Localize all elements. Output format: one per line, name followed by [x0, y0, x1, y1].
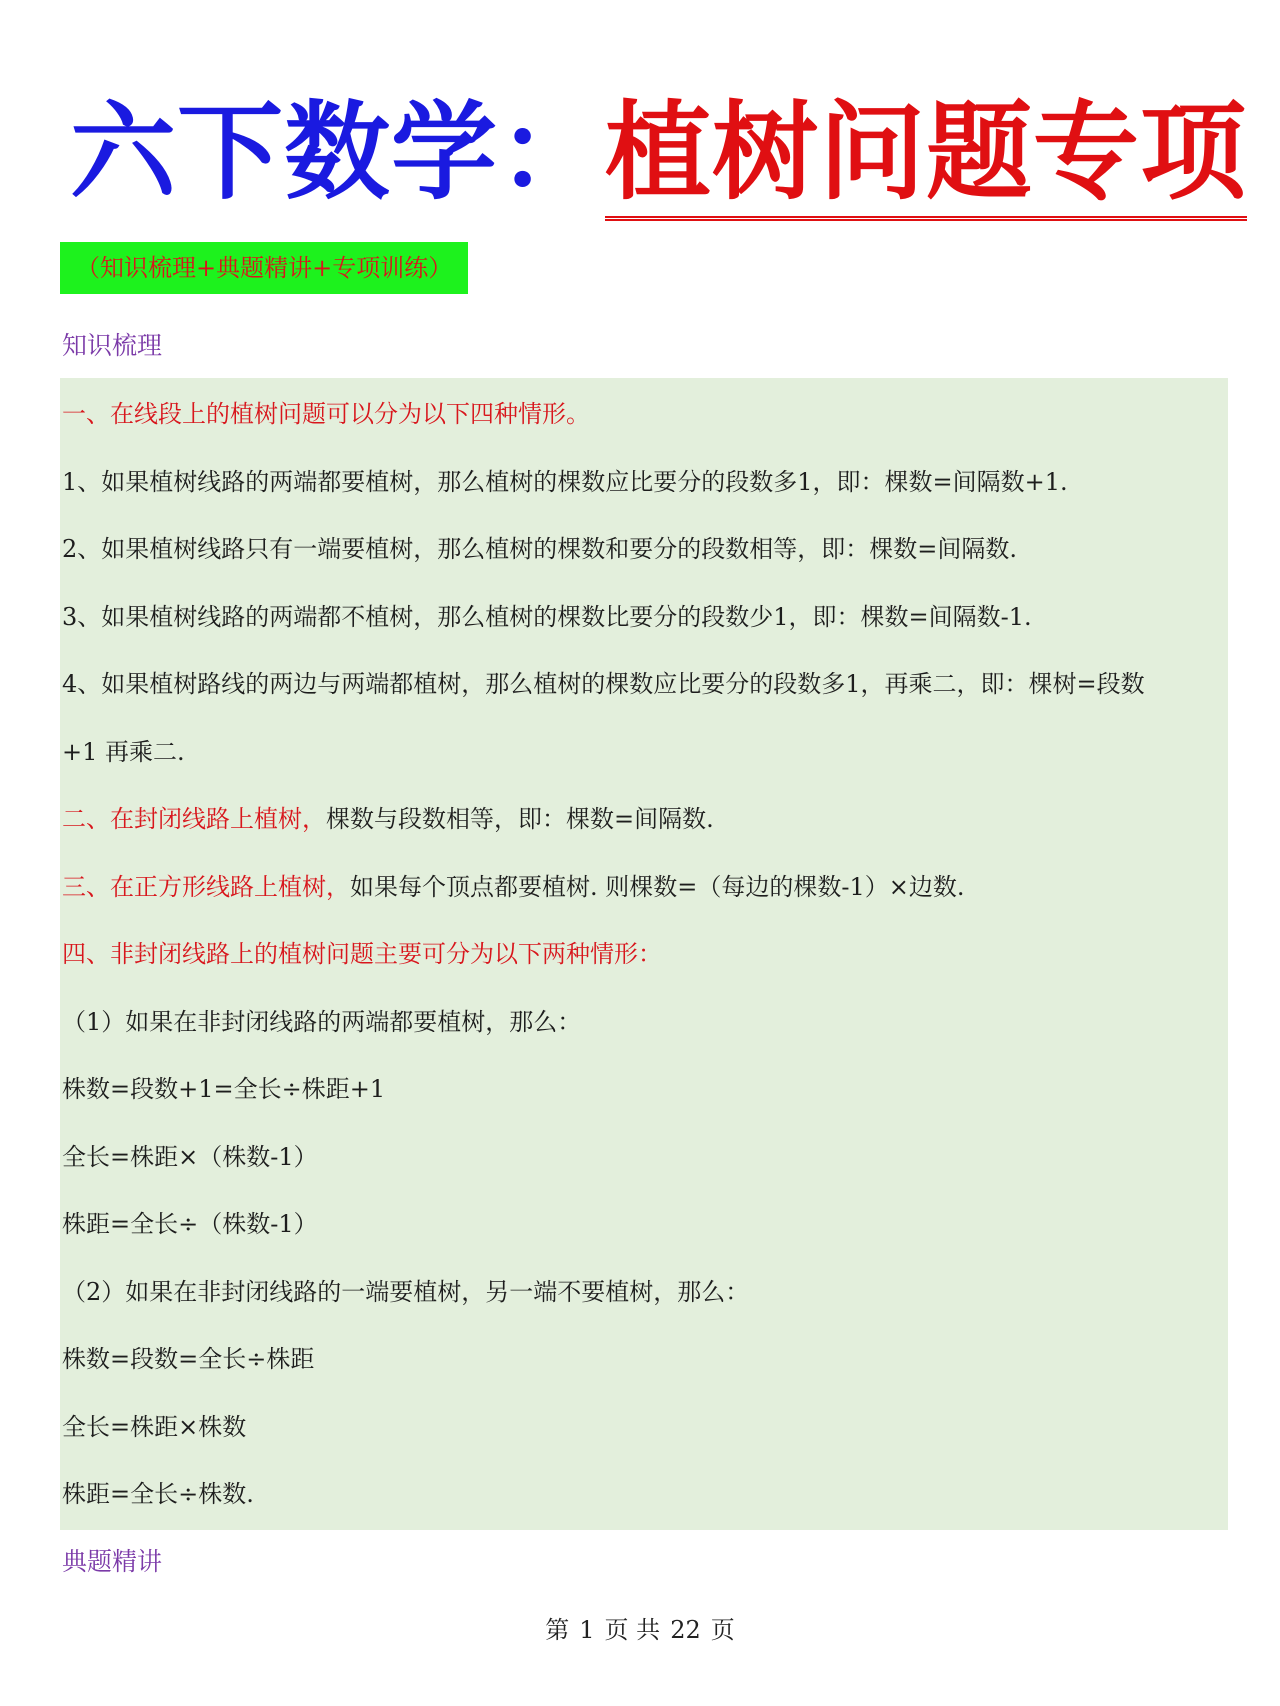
footer-prefix: 第 — [545, 1616, 570, 1644]
formula-3: 株距=全长÷（株数-1） — [62, 1210, 318, 1238]
formula-4: 株数=段数=全长÷株距 — [62, 1345, 315, 1373]
rule-4-continued: +1 再乘二. — [62, 738, 185, 766]
heading-4: 四、非封闭线路上的植树问题主要可分为以下两种情形： — [62, 940, 662, 968]
section-label-knowledge: 知识梳理 — [62, 331, 163, 360]
rule-1: 1、如果植树线路的两端都要植树，那么植树的棵数应比要分的段数多1，即：棵数=间隔数+1. — [62, 468, 1068, 496]
footer-middle: 页 共 — [604, 1616, 661, 1644]
page-number: 1 — [579, 1616, 595, 1644]
heading-2-label: 二、在封闭线路上植树， — [62, 805, 326, 833]
heading-2-text: 棵数与段数相等，即：棵数=间隔数. — [326, 805, 714, 833]
heading-2 — [62, 802, 714, 836]
formula-6: 株距=全长÷株数. — [62, 1480, 254, 1508]
footer-suffix: 页 — [710, 1616, 735, 1644]
formula-5: 全长=株距×株数 — [62, 1413, 247, 1441]
rule-4: 4、如果植树路线的两边与两端都植树，那么植树的棵数应比要分的段数多1，再乘二，即：棵树=段数 — [62, 670, 1145, 698]
heading-3-label: 三、在正方形线路上植树， — [62, 873, 350, 901]
subtitle-banner: （知识梳理+典题精讲+专项训练） — [60, 242, 468, 294]
case-1: （1）如果在非封闭线路的两端都要植树，那么： — [62, 1008, 582, 1036]
page-total: 22 — [670, 1616, 701, 1644]
section-label-examples: 典题精讲 — [62, 1547, 163, 1576]
rule-3: 3、如果植树线路的两端都不植树，那么植树的棵数比要分的段数少1，即：棵数=间隔数-1. — [62, 603, 1032, 631]
title-part-2: 植树问题专项 — [605, 92, 1247, 221]
page-title — [70, 92, 1250, 242]
formula-2: 全长=株距×（株数-1） — [62, 1143, 318, 1171]
title-part-1: 六下数学： — [70, 91, 605, 214]
case-2: （2）如果在非封闭线路的一端要植树，另一端不要植树，那么： — [62, 1278, 750, 1306]
page-footer — [0, 1610, 1280, 1645]
heading-1: 一、在线段上的植树问题可以分为以下四种情形。 — [62, 400, 590, 428]
heading-3 — [62, 870, 964, 904]
heading-3-text: 如果每个顶点都要植树. 则棵数=（每边的棵数-1）×边数. — [350, 873, 965, 901]
formula-1: 株数=段数+1=全长÷株距+1 — [62, 1075, 386, 1103]
rule-2: 2、如果植树线路只有一端要植树，那么植树的棵数和要分的段数相等，即：棵数=间隔数. — [62, 535, 1018, 563]
